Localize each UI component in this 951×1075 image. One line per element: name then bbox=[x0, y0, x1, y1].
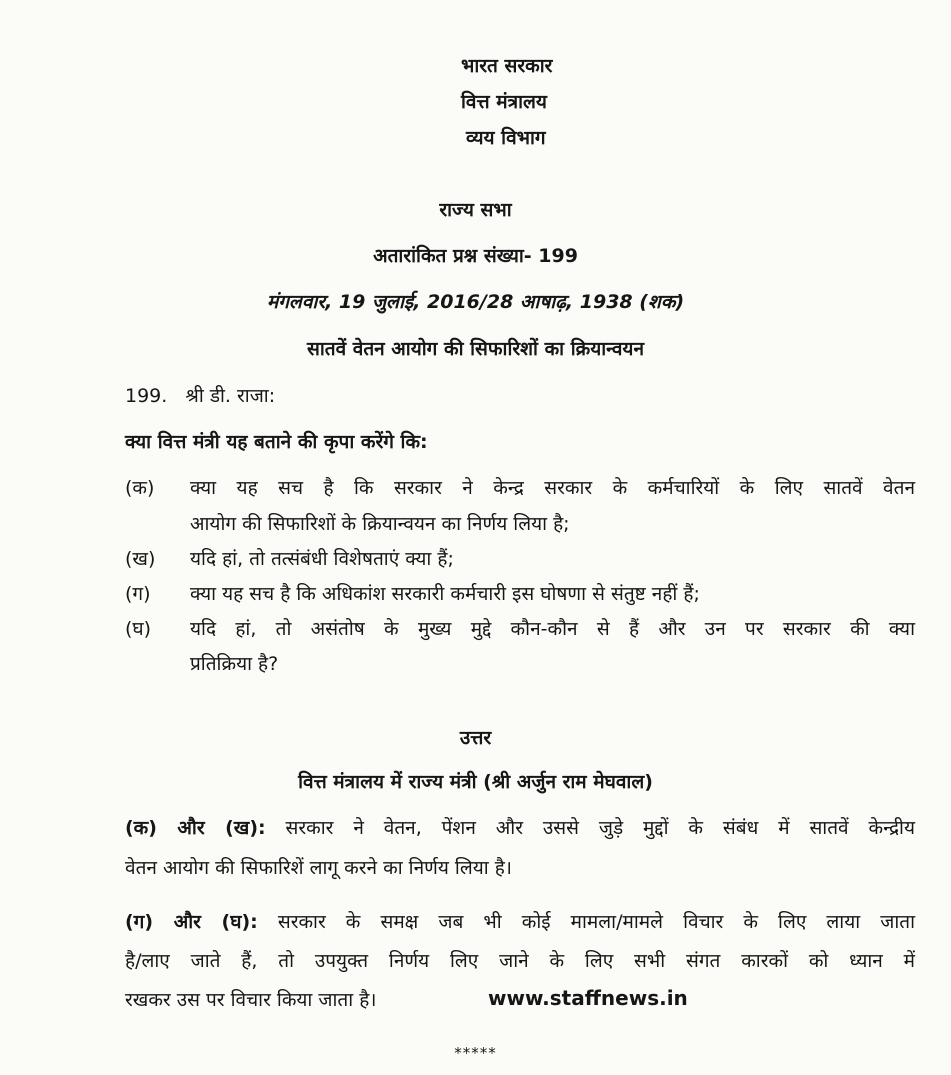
part-text-line1: यदि हां, तो असंतोष के मुख्य मुद्दे कौन-कौन से हैं और उन पर सरकार की क्या bbox=[190, 618, 915, 640]
answer-part1-label: (क) और (ख): bbox=[125, 817, 266, 839]
part-text-line1: क्या यह सच है कि सरकार ने केन्द्र सरकार के कर्मचारियों के लिए सातवें वेतन bbox=[190, 477, 915, 499]
part-label: (क) bbox=[125, 477, 155, 499]
part-text-line2: आयोग की सिफारिशों के क्रियान्वयन का निर्णय लिया है; bbox=[190, 513, 570, 535]
answer-part1-line2: वेतन आयोग की सिफारिशें लागू करने का निर्णय लिया है। bbox=[125, 857, 512, 879]
part-text-line1: यदि हां, तो तत्संबंधी विशेषताएं क्या हैं; bbox=[190, 548, 454, 570]
question-member: 199. श्री डी. राजा: bbox=[125, 385, 276, 407]
answer-part1-line1 bbox=[125, 814, 915, 840]
house-title: राज्य सभा bbox=[439, 199, 512, 221]
end-mark: ***** bbox=[454, 1044, 497, 1062]
watermark-url: www.staffnews.in bbox=[488, 986, 688, 1010]
question-intro: क्या वित्त मंत्री यह बताने की कृपा करेंगे कि: bbox=[125, 431, 428, 453]
part-text-line1: क्या यह सच है कि अधिकांश सरकारी कर्मचारी इस घोषणा से संतुष्ट नहीं हैं; bbox=[190, 583, 700, 605]
part-label: (घ) bbox=[125, 618, 152, 640]
header-govt: भारत सरकार bbox=[461, 55, 553, 77]
answer-part2-line3: रखकर उस पर विचार किया जाता है। bbox=[125, 989, 377, 1011]
answer-minister: वित्त मंत्रालय में राज्य मंत्री (श्री अर्जुन राम मेघवाल) bbox=[298, 771, 653, 793]
answer-heading: उत्तर bbox=[459, 727, 492, 749]
answer-part2-label: (ग) और (घ): bbox=[125, 911, 258, 933]
answer-part1-text: सरकार ने वेतन, पेंशन और उससे जुड़े मुद्दों के संबंध में सातवें केन्द्रीय bbox=[285, 817, 915, 839]
header-department: व्यय विभाग bbox=[466, 127, 546, 149]
part-text-line2: प्रतिक्रिया है? bbox=[190, 653, 279, 675]
answer-part2-text: सरकार के समक्ष जब भी कोई मामला/मामले विचार के लिए लाया जाता bbox=[277, 911, 916, 933]
part-label: (ख) bbox=[125, 548, 156, 570]
answer-part2-line2: है/लाए जाते हैं, तो उपयुक्त निर्णय लिए जाने के लिए सभी संगत कारकों को ध्यान में bbox=[125, 950, 915, 972]
question-date: मंगलवार, 19 जुलाई, 2016/28 आषाढ़, 1938 (शक) bbox=[266, 291, 685, 313]
question-subject: सातवें वेतन आयोग की सिफारिशों का क्रियान्वयन bbox=[306, 338, 644, 360]
answer-part2-line1 bbox=[125, 908, 915, 934]
header-ministry: वित्त मंत्रालय bbox=[461, 91, 547, 113]
question-number-title: अतारांकित प्रश्न संख्या- 199 bbox=[373, 245, 578, 267]
part-label: (ग) bbox=[125, 583, 151, 605]
